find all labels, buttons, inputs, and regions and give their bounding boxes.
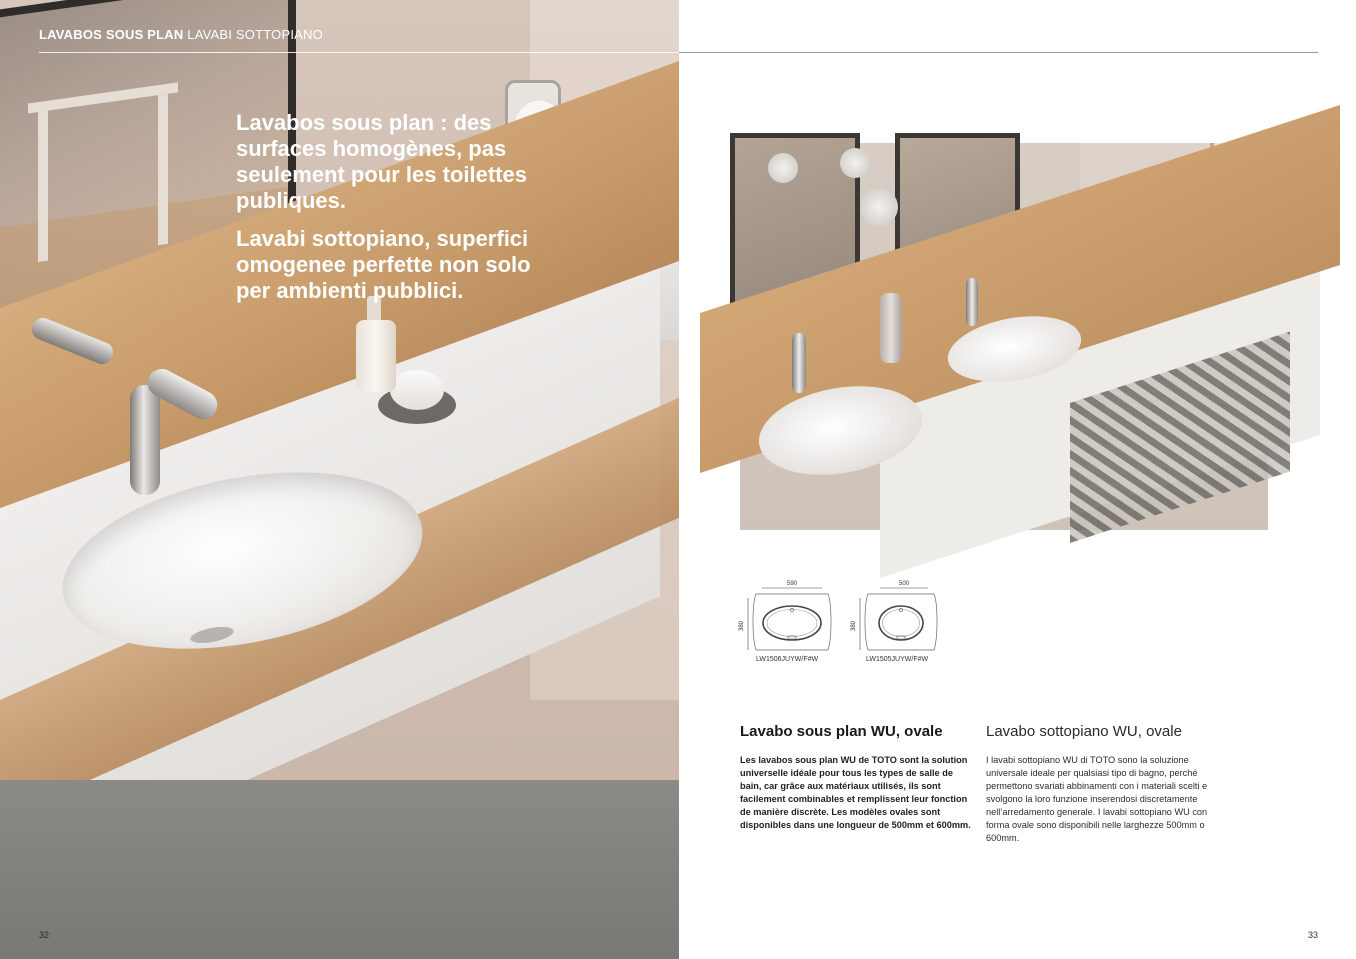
header-rule [39, 52, 679, 53]
basin-drawing-590 [739, 576, 840, 663]
faucet [966, 278, 978, 326]
page-title-it: Lavabi sottopiano, superfici omogenee perfette non solo per ambienti pubblici. [236, 226, 531, 303]
pendant-lamp [840, 148, 870, 178]
soap-dispenser [356, 320, 396, 392]
running-head-fr: LAVABOS SOUS PLAN [39, 27, 184, 42]
pendant-lamp [768, 153, 798, 183]
basin-outline-500 [852, 576, 952, 654]
running-head-it: LAVABI SOTTOPIANO [187, 27, 323, 42]
cream-jar [390, 370, 444, 410]
depth-dimension: 380 [851, 620, 857, 632]
bathroom-photo-right [740, 143, 1268, 530]
depth-dimension: 380 [739, 620, 745, 632]
page-title-fr: Lavabos sous plan : des surfaces homogènes, pas seulement pour les toilettes publiques. [236, 110, 527, 213]
page-number-left: 32 [39, 930, 50, 940]
right-page [679, 0, 1356, 959]
faucet [130, 385, 160, 495]
body-text-fr: Les lavabos sous plan WU de TOTO sont la solution universelle idéale pour tous les types de salle de bain, car grâce aux matériaux utilisés, ils sont facilement combinables et remplissent leur fonction de manière discrète. Les modèles ovales sont disponibles dans une longueur de 500mm et 600mm. [740, 755, 971, 830]
section-title-fr: Lavabo sous plan WU, ovale [740, 723, 943, 740]
running-head [39, 27, 323, 42]
width-dimension: 590 [786, 581, 798, 587]
model-code: LW1505JUYW/F#W [866, 656, 929, 663]
body-text-it: I lavabi sottopiano WU di TOTO sono la soluzione universale ideale per qualsiasi tipo di bagno, perché permettono svariati abbinamenti con i materiali scelti e svolgono la loro funzione inserendosi discretamente nell’arredamento generale. I lavabi sottopiano WU con forma ovale sono disponibili nelle larghezze 500mm o 600mm. [986, 755, 1208, 843]
floor-rug [0, 780, 679, 959]
page-number-right: 33 [1308, 930, 1319, 940]
faucet [792, 333, 806, 393]
section-title-it: Lavabo sottopiano WU, ovale [986, 723, 1182, 740]
header-rule [679, 52, 1318, 53]
basin-outline-590 [740, 576, 840, 654]
vase [880, 293, 902, 363]
basin-drawing-500 [851, 576, 952, 663]
width-dimension: 500 [898, 581, 910, 587]
technical-drawings [740, 576, 980, 672]
stool-reflection [28, 82, 178, 263]
pendant-lamp [860, 188, 898, 226]
model-code: LW1506JUYW/F#W [756, 656, 819, 663]
